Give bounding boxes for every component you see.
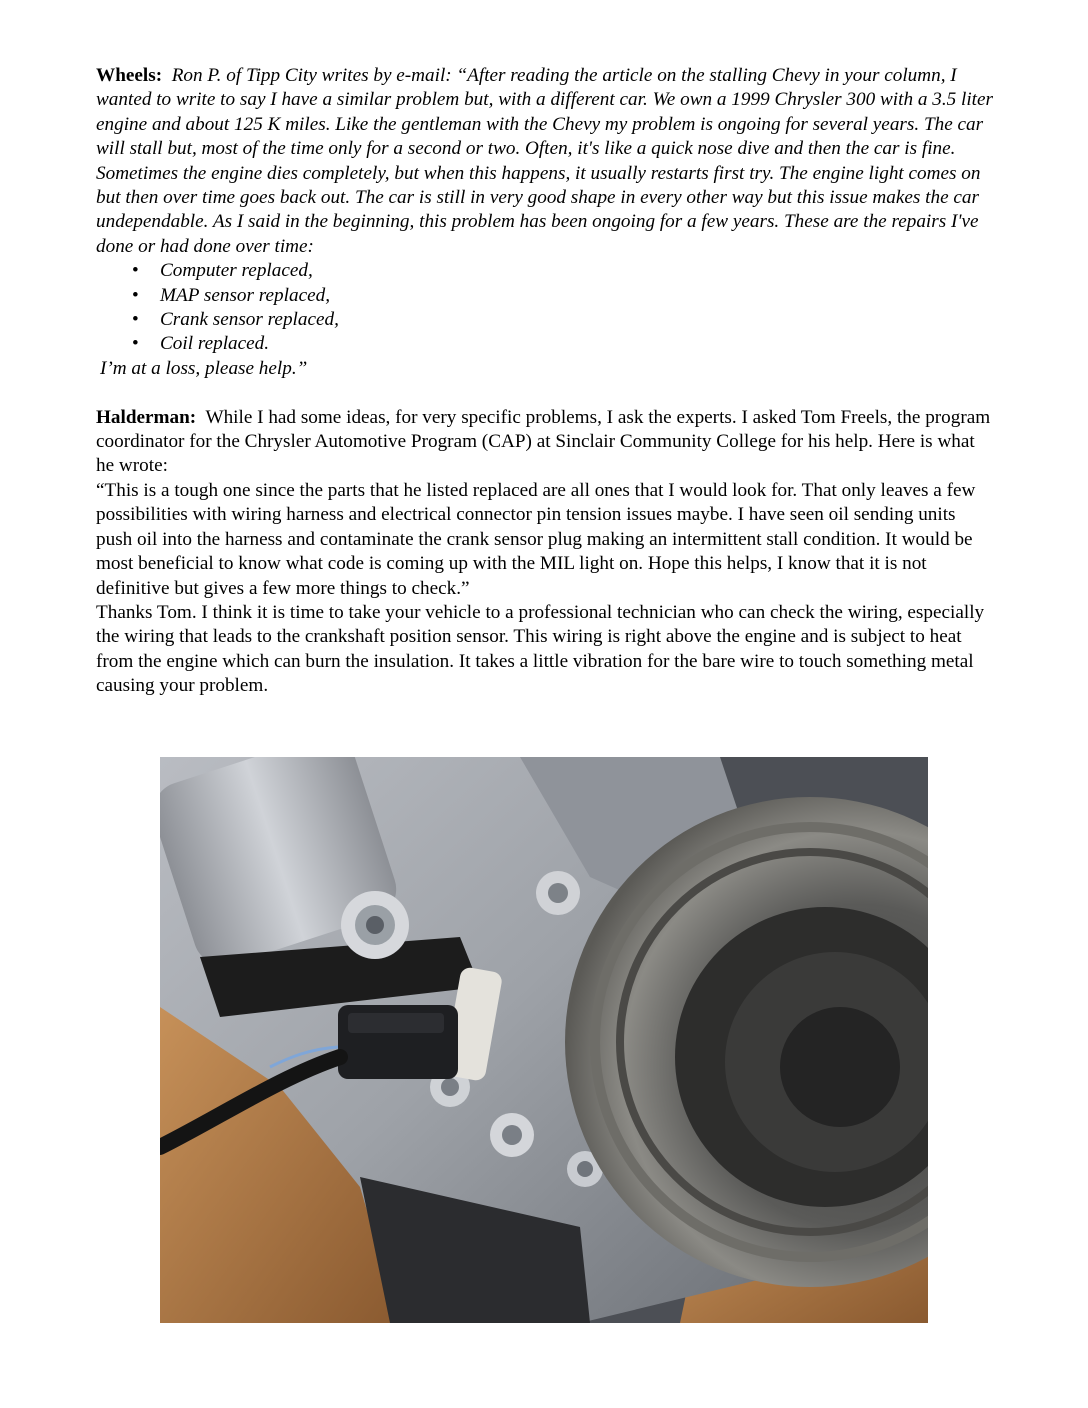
paragraph-spacer [96, 381, 996, 405]
connector-latch [348, 1013, 444, 1033]
bullet-icon: • [132, 309, 139, 331]
halderman-label: Halderman: [96, 406, 197, 428]
repair-item-text: MAP sensor replaced, [160, 284, 330, 306]
repair-item-text: Crank sensor replaced, [160, 309, 339, 331]
list-item [96, 259, 996, 283]
answer-conclusion: Thanks Tom. I think it is time to take your vehicle to a professional technician who can check the wiring, especially the wiring that leads to the crankshaft position sensor. This wiring is right above the engine and is subject to heat from the engine which can burn the insulation. It takes a little vibration for the bare wire to touch something metal causing your problem. [96, 601, 985, 697]
bullet-icon: • [132, 260, 139, 282]
bullet-icon: • [132, 333, 139, 355]
bullet-icon: • [132, 284, 139, 306]
bolt [490, 1113, 534, 1157]
engine-photo-illustration [160, 757, 928, 1323]
reader-letter [96, 64, 996, 381]
letter-paragraph [96, 64, 996, 259]
letter-closing: I’m at a loss, please help.” [100, 357, 308, 379]
list-item [96, 332, 996, 356]
bolt [341, 891, 409, 959]
article-text [96, 64, 996, 699]
columnist-answer [96, 406, 996, 699]
repair-item-text: Coil replaced. [160, 333, 270, 355]
letter-body: Ron P. of Tipp City writes by e-mail: “After reading the article on the stalling Chevy in your column, I wanted to write to say I have a similar problem but, with a different car. We own a 1999 Chrysler 300 with a 3.5 liter engine and about 125 K miles. Like the gentleman with the Chevy my problem is ongoing for several years. The car will stall but, most of the time only for a second or two. Often, it's like a quick nose dive and then the car is fine. Sometimes the engine dies completely, but when this happens, it usually restarts first try. The engine light comes on but then over time goes back out. The car is still in very good shape in every other way but this issue makes the car undependable. As I said in the beginning, this problem has been ongoing for a few years. These are the repairs I've done or had done over time: [96, 65, 993, 257]
repairs-list [96, 259, 996, 357]
list-item [96, 284, 996, 308]
list-item [96, 308, 996, 332]
engine-sensor-photo [160, 757, 928, 1323]
repair-item-text: Computer replaced, [160, 260, 313, 282]
expert-quote: “This is a tough one since the parts that he listed replaced are all ones that I would look for. That only leaves a few possibilities with wiring harness and electrical connector pin tension issues maybe. I have seen oil sending units push oil into the harness and contaminate the crank sensor plug making an intermittent stall condition. It would be most beneficial to know what code is coming up with the MIL light on. Hope this helps, I know that it is not definitive but gives a few more things to check.” [96, 479, 976, 599]
answer-intro-paragraph [96, 406, 996, 479]
wheels-label: Wheels: [96, 65, 163, 86]
bolt [536, 871, 580, 915]
answer-intro: While I had some ideas, for very specific problems, I ask the experts. I asked Tom Freels, the program coordinator for the Chrysler Automotive Program (CAP) at Sinclair Community College for his help. Here is what he wrote: [96, 406, 991, 477]
